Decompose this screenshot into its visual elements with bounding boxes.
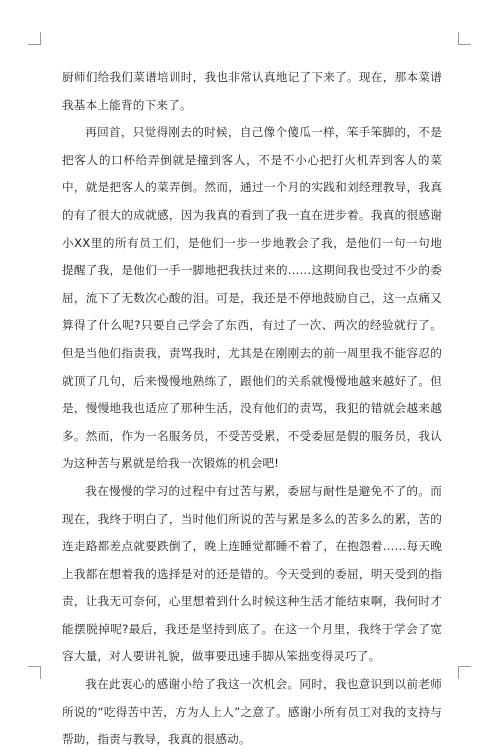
paragraph-1: 厨师们给我们菜谱培训时，我也非常认真地记了下来了。现在，那本菜谱我基本上能背的下来了。 [62,70,442,112]
crop-mark-top-left [28,32,41,45]
paragraph-3: 我在慢慢的学习的过程中有过苦与累，委屈与耐性是避免不了的。而现在，我终于明白了，当时他们所说的苦与累是多么的苦多么的累，苦的连走路都差点就要跌倒了，晚上连睡觉都睡不着了，在抱怨着……每天晚上我都在想着我的选择是对的还是错的。今天受到的委屈，明天受到的指责，让我无可奈何，心里想着到什么时候这种生活才能结束啊，我何时才能摆脱掉呢?最后，我还是坚持到底了。在这一个月里，我终于学会了宽容大量，对人要讲礼貌，做事要迅速手脚从笨拙变得灵巧了。 [62,483,442,664]
paragraph-2: 再回首，只觉得刚去的时候，自己像个傻瓜一样，笨手笨脚的，不是把客人的口杯给弄倒就是撞到客人，不是不小心把打火机弄到客人的菜中，就是把客人的菜弄倒。然而，通过一个月的实践和刘经理教导，我真的有了很大的成就感，因为我真的看到了我一直在进步着。我真的很感谢小XX里的所有员工们，是他们一步一步地教会了我，是他们一句一句地提醒了我，是他们一手一脚地把我扶过来的……这期间我也受过不少的委屈，流下了无数次心酸的泪。可是，我还是不停地鼓励自己，这一点痛又算得了什么呢?只要自己学会了东西，有过了一次、两次的经验就行了。但是当他们指责我，责骂我时，尤其是在刚刚去的前一周里我不能容忍的就顶了几句，后来慢慢地熟练了，跟他们的关系就慢慢地越来越好了。但是，慢慢地我也适应了那种生活，没有他们的责骂，我犯的错就会越来越多。然而，作为一名服务员，不受苦受累，不受委屈是假的服务员，我认为这种苦与累就是给我一次锻炼的机会吧! [62,125,442,471]
crop-mark-bottom-right [458,666,471,679]
document-body [62,64,442,754]
crop-mark-bottom-left [28,666,41,679]
paragraph-4: 我在此衷心的感谢小给了我这一次机会。同时，我也意识到以前老师所说的“吃得苦中苦，方为人上人”之意了。感谢小所有员工对我的支持与帮助，指责与教导，我真的很感动。 [62,677,442,747]
crop-mark-top-right [458,32,471,45]
